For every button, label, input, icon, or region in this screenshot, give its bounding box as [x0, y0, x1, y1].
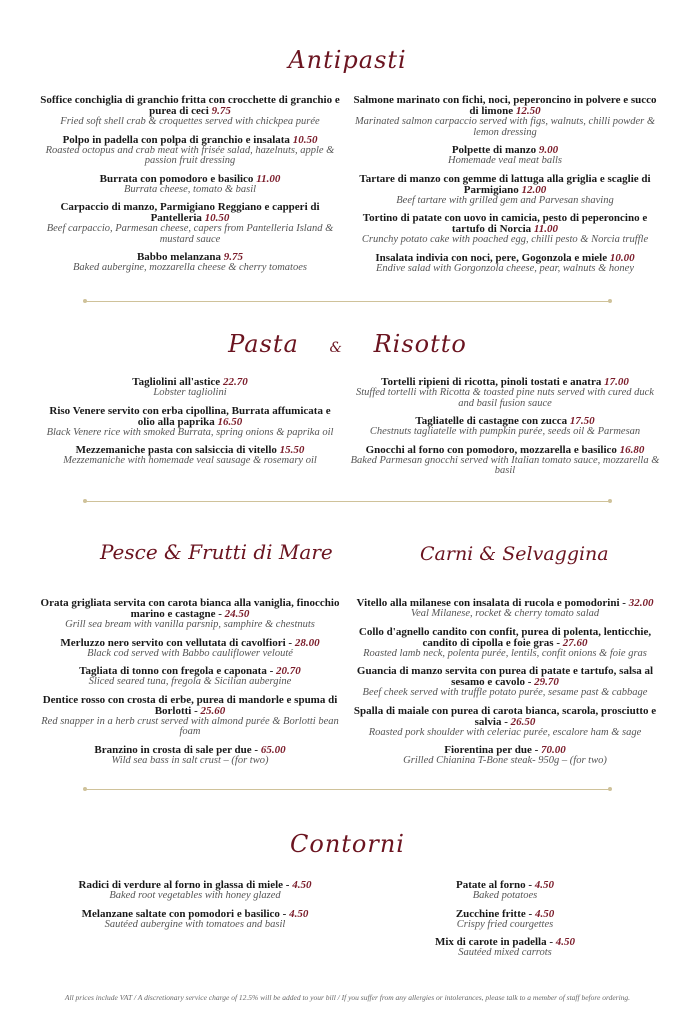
menu-item [345, 745, 665, 767]
dish-name [35, 695, 345, 717]
pasta-heading: Pasta [228, 330, 299, 358]
dish-price: 25.60 [200, 704, 226, 717]
dish-italian: Carpaccio di manzo, Parmigiano Reggiano e capperi di Pantelleria [60, 201, 320, 224]
divider [85, 789, 610, 790]
dish-name [40, 406, 340, 428]
dish-italian: Tortino di patate con uovo in camicia, pesto di peperoncino e tartufo di Norcia [362, 212, 648, 235]
dish-price: 28.00 [294, 636, 320, 649]
dish-italian: Burrata con pomodoro e basilico [99, 172, 254, 185]
footer-note: All prices include VAT / A discretionary service charge of 12.5% will be added to your bill / If you suffer from any allergies or intolerances, please talk to a member of staff before ordering. [64, 993, 631, 1002]
menu-item [370, 880, 640, 902]
dish-price: 70.00 [541, 744, 566, 756]
dish-price: 27.60 [562, 636, 588, 649]
dish-english: Red snapper in a herb crust served with almond purée & Borlotti bean foam [41, 715, 339, 737]
dish-italian: Tagliatelle di castagne con zucca [415, 415, 568, 427]
risotto-heading: Risotto [373, 330, 467, 358]
menu-item [40, 95, 340, 128]
menu-item [350, 445, 660, 477]
menu-item [370, 909, 640, 931]
dish-english: Sautéed aubergine with tomatoes and basil [104, 918, 286, 930]
pesce-heading: Pesce & Frutti di Mare [100, 540, 333, 564]
menu-item [40, 252, 340, 274]
dish-price: 4.50 [289, 907, 309, 920]
dish-price: 4.50 [292, 879, 312, 891]
menu-item [350, 253, 660, 275]
dish-italian: Branzino in crosta di sale per due - [94, 743, 259, 756]
dish-name [40, 95, 340, 117]
dish-english: Homemade veal meat balls [447, 155, 562, 166]
dish-english: Baked aubergine, mozzarella cheese & cherry tomatoes [73, 262, 307, 273]
dish-price: 4.50 [555, 936, 576, 948]
dish-price: 10.50 [204, 212, 230, 224]
pesce-column [35, 598, 345, 773]
dish-name [35, 745, 345, 756]
dish-price: 12.00 [521, 183, 547, 196]
contorni-heading: Contorni [290, 830, 405, 858]
dish-english: Roasted lamb neck, polenta purée, lentils, confit onions & foie gras [363, 647, 647, 659]
dish-price: 4.50 [534, 879, 555, 891]
dish-italian: Tagliolini all'astice [132, 376, 221, 388]
divider [85, 301, 610, 302]
dish-english: Chestnuts tagliatelle with pumpkin purée, seeds oil & Parmesan [369, 426, 641, 437]
menu-item [345, 666, 665, 699]
dish-price: 9.75 [223, 251, 244, 263]
dish-italian: Tortelli ripieni di ricotta, pinoli tostati e anatra [381, 376, 602, 388]
dish-price: 24.50 [224, 608, 250, 620]
pasta-left-column [40, 377, 340, 474]
dish-price: 11.00 [533, 223, 559, 235]
dish-price: 29.70 [534, 676, 559, 688]
dish-price: 9.75 [211, 105, 231, 117]
dish-price: 10.00 [609, 251, 635, 264]
contorni-right-column [370, 880, 640, 966]
dish-name [350, 253, 660, 264]
menu-item [40, 406, 340, 439]
dish-italian: Polpo in padella con polpa di granchio e insalata [62, 133, 290, 146]
dish-italian: Zucchine fritte - [455, 907, 533, 920]
menu-item [350, 145, 660, 167]
menu-item [40, 135, 340, 167]
menu-item [345, 627, 665, 660]
dish-price: 17.50 [569, 415, 595, 427]
dish-name [40, 174, 340, 185]
menu-item [370, 937, 640, 959]
pasta-risotto-heading [0, 330, 695, 358]
dish-name [350, 213, 660, 235]
dish-english: Black Venere rice with smoked Burrata, spring onions & paprika oil [46, 426, 334, 438]
dish-price: 20.70 [276, 665, 301, 677]
dish-english: Beef carpaccio, Parmesan cheese, capers from Pantelleria Island & mustard sauce [46, 223, 334, 245]
dish-italian: Insalata indivia con noci, pere, Gogonzola e miele [375, 251, 608, 264]
dish-italian: Tartare di manzo con gemme di lattuga alla griglia e scaglie di Parmigiano [359, 172, 651, 196]
dish-italian: Orata grigliata servita con carota bianca alla vaniglia, finocchio marino e castagne - [40, 597, 340, 620]
dish-price: 32.00 [628, 597, 654, 609]
dish-name [345, 627, 665, 649]
antipasti-left-column [40, 95, 340, 281]
dish-english: Lobster tagliolini [153, 387, 227, 398]
dish-name [350, 174, 660, 196]
dish-italian: Collo d'agnello candito con confit, purea di polenta, lenticchie, candito di cipolla e foie gras - [358, 625, 652, 649]
dish-price: 10.50 [292, 133, 318, 146]
dish-price: 11.00 [256, 172, 281, 185]
dish-italian: Tagliata di tonno con fregola e caponata - [79, 665, 274, 677]
dish-name [45, 909, 345, 920]
pasta-right-column [350, 377, 660, 484]
menu-item [350, 95, 660, 138]
dish-italian: Soffice conchiglia di granchio fritta con crocchette di granchio e purea di ceci [40, 94, 340, 117]
menu-item [35, 695, 345, 738]
menu-item [350, 174, 660, 207]
dish-name [40, 202, 340, 224]
dish-english: Baked potatoes [472, 890, 538, 901]
carni-column [345, 598, 665, 774]
menu-item [350, 377, 660, 409]
dish-name [350, 445, 660, 456]
dish-english: Veal Milanese, rocket & cherry tomato salad [410, 608, 600, 619]
dish-italian: Mix di carote in padella - [434, 936, 554, 948]
menu-item [35, 638, 345, 660]
dish-english: Burrata cheese, tomato & basil [123, 183, 257, 195]
dish-english: Stuffed tortelli with Ricotta & toasted pine nuts served with cured duck and basil fusion sauce [356, 387, 654, 409]
dish-price: 4.50 [534, 907, 555, 920]
dish-name [35, 638, 345, 649]
dish-english: Black cod served with Babbo cauliflower velouté [87, 647, 293, 659]
dish-english: Endive salad with Gorgonzola cheese, pear, walnuts & honey [376, 262, 634, 274]
dish-price: 16.80 [619, 443, 645, 456]
dish-english: Sliced seared tuna, fregola & Sicilian aubergine [88, 676, 292, 687]
dish-english: Crunchy potato cake with poached egg, chilli pesto & Norcia truffle [361, 234, 649, 245]
menu-item [35, 745, 345, 767]
dish-price: 12.50 [515, 105, 541, 117]
dish-italian: Fiorentina per due - [444, 744, 539, 756]
menu-item [40, 377, 340, 399]
menu-item [40, 202, 340, 245]
dish-italian: Radici di verdure al forno in glassa di miele - [78, 879, 290, 891]
ampersand: & [329, 340, 343, 356]
menu-item [350, 416, 660, 438]
dish-english: Roasted pork shoulder with celeriac purée, escalore ham & sage [368, 726, 642, 738]
dish-price: 17.00 [604, 376, 629, 388]
dish-name [35, 598, 345, 620]
divider [85, 501, 610, 502]
dish-english: Baked Parmesan gnocchi served with Italian tomato sauce, mozzarella & basil [350, 454, 660, 476]
dish-english: Fried soft shell crab & croquettes served with chickpea purée [60, 116, 320, 127]
menu-item [35, 598, 345, 631]
antipasti-heading: Antipasti [288, 46, 407, 74]
dish-english: Marinated salmon carpaccio served with figs, walnuts, chilli powder & lemon dressing [354, 116, 656, 138]
antipasti-right-column [350, 95, 660, 281]
menu-item [45, 880, 345, 902]
dish-english: Grilled Chianina T-Bone steak- 950g – (for two) [403, 755, 607, 766]
dish-italian: Polpette di manzo [451, 144, 537, 156]
dish-italian: Merluzzo nero servito con vellutata di cavolfiori - [60, 636, 293, 649]
dish-italian: Spalla di maiale con purea di carota bianca, scarola, prosciutto e salvia - [353, 704, 657, 728]
dish-italian: Mezzemaniche pasta con salsiccia di vitello [75, 444, 277, 456]
dish-price: 26.50 [510, 715, 536, 728]
contorni-left-column [45, 880, 345, 937]
dish-english: Sautéed mixed carrots [458, 947, 552, 958]
dish-price: 65.00 [260, 743, 286, 756]
dish-price: 9.00 [538, 144, 559, 156]
dish-english: Mezzemaniche with homemade veal sausage & rosemary oil [63, 455, 317, 466]
dish-italian: Babbo melanzana [136, 251, 222, 263]
dish-name [40, 135, 340, 146]
dish-english: Wild sea bass in salt crust – (for two) [111, 754, 269, 766]
dish-price: 15.50 [279, 444, 305, 456]
dish-italian: Riso Venere servito con erba cipollina, Burrata affumicata e olio alla paprika [49, 404, 331, 428]
dish-name [345, 666, 665, 688]
dish-english: Beef tartare with grilled gem and Parvesan shaving [396, 194, 614, 206]
dish-italian: Guancia di manzo servita con purea di patate e tartufo, salsa al sesamo e cavolo - [356, 665, 654, 688]
dish-english: Grill sea bream with vanilla parsnip, samphire & chestnuts [65, 619, 315, 630]
dish-english: Crispy fried courgettes [456, 918, 554, 930]
dish-name [350, 95, 660, 117]
dish-english: Baked root vegetables with honey glazed [109, 890, 281, 901]
dish-english: Beef cheek served with truffle potato purée, sesame past & cabbage [362, 687, 648, 698]
menu-item [345, 706, 665, 739]
dish-italian: Gnocchi al forno con pomodoro, mozzarella e basilico [365, 443, 617, 456]
menu-item [350, 213, 660, 246]
menu-item [45, 909, 345, 931]
dish-price: 16.50 [217, 415, 243, 428]
menu-item [345, 598, 665, 620]
dish-english: Roasted octopus and crab meat with frisée salad, hazelnuts, apple & passion fruit dressing [45, 144, 335, 166]
dish-italian: Melanzane saltate con pomodori e basilico - [81, 907, 287, 920]
dish-price: 22.70 [222, 376, 248, 388]
dish-italian: Salmone marinato con fichi, noci, peperoncino in polvere e succo di limone [353, 94, 657, 117]
dish-name [370, 909, 640, 920]
dish-italian: Patate al forno - [455, 879, 533, 891]
menu-item [35, 666, 345, 688]
dish-italian: Dentice rosso con crosta di erbe, purea di mandorle e spuma di Borlotti - [42, 693, 338, 717]
menu-item [40, 174, 340, 196]
menu-item [40, 445, 340, 467]
dish-name [345, 706, 665, 728]
dish-italian: Vitello alla milanese con insalata di rucola e pomodorini - [356, 597, 626, 609]
carni-heading: Carni & Selvaggina [420, 543, 609, 565]
